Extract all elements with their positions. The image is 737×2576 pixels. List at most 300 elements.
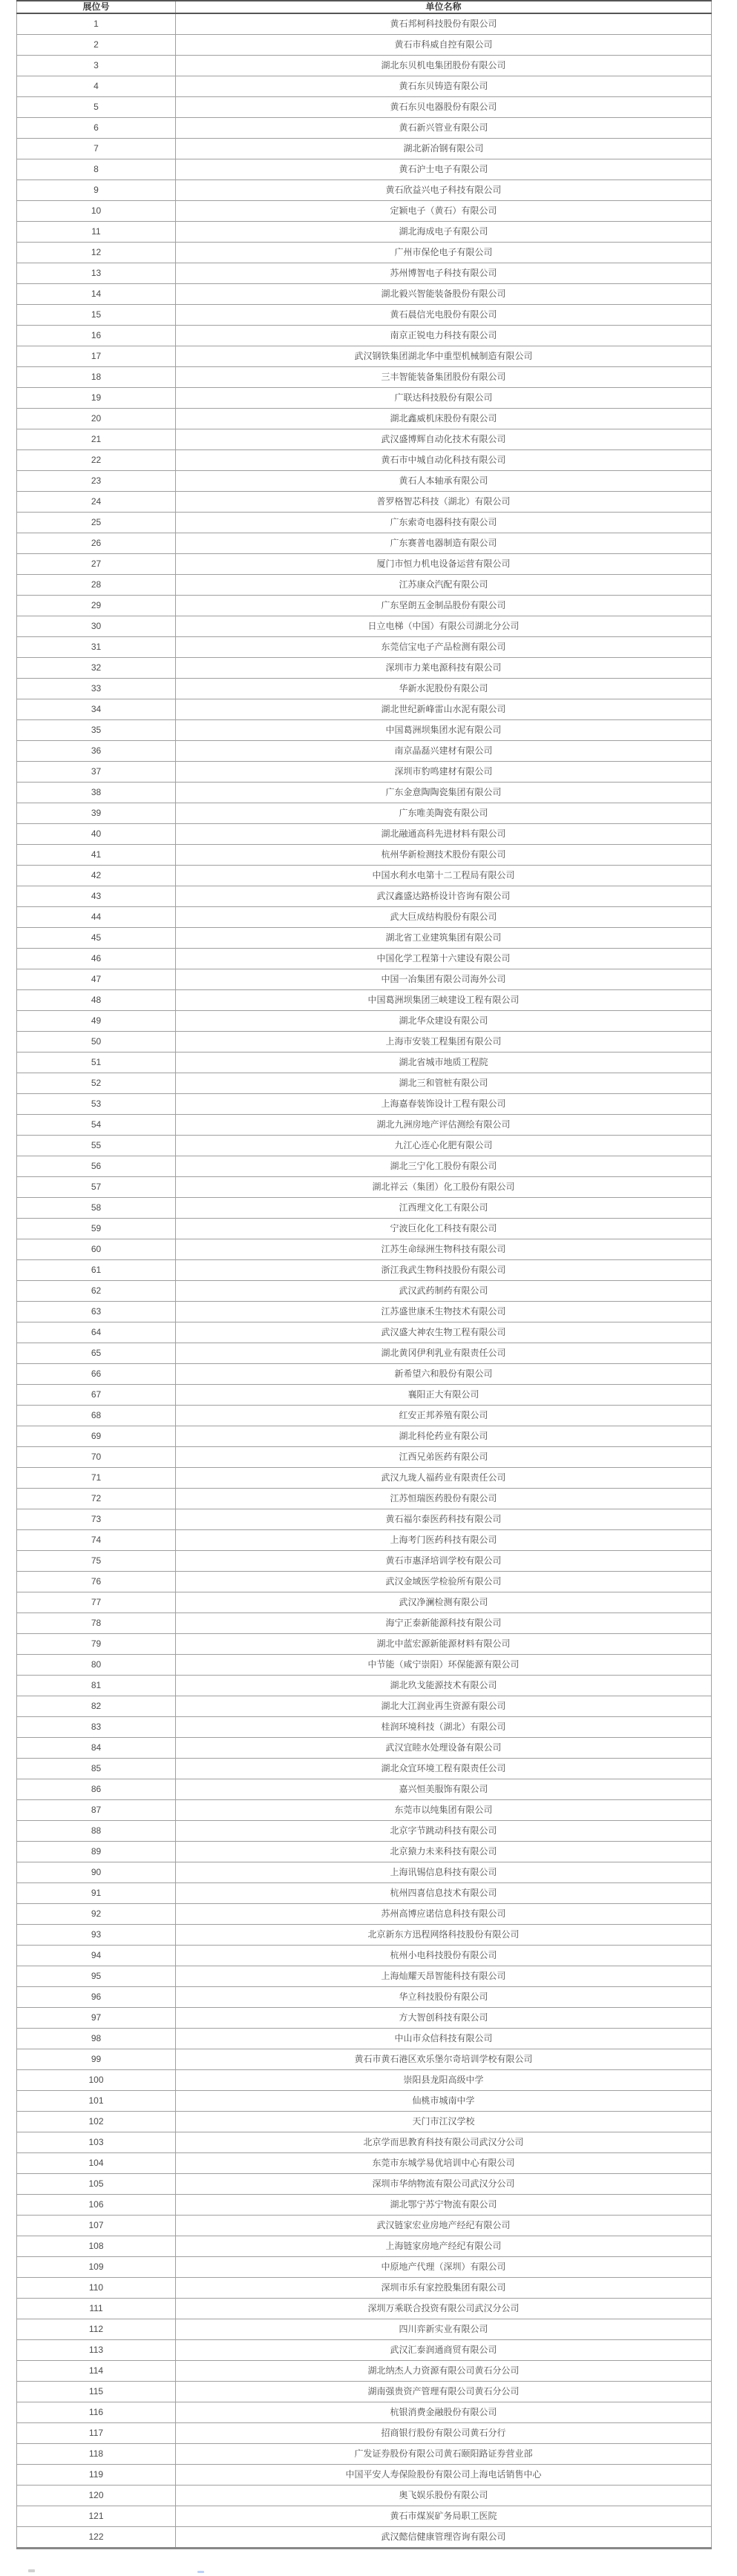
unit-name-cell: 方大智创科技有限公司 <box>176 2008 712 2029</box>
table-row <box>17 1094 712 1115</box>
unit-name-cell: 定颖电子（黄石）有限公司 <box>176 201 712 222</box>
booth-number-cell: 54 <box>17 1115 176 1136</box>
booth-number-cell: 30 <box>17 616 176 637</box>
booth-number-cell: 72 <box>17 1489 176 1509</box>
unit-name-cell: 湖北大江润业再生资源有限公司 <box>176 1696 712 1717</box>
unit-name-cell: 上海讯锡信息科技有限公司 <box>176 1862 712 1883</box>
unit-name-cell: 深圳市华纳物流有限公司武汉分公司 <box>176 2174 712 2195</box>
table-row <box>17 222 712 243</box>
booth-number-cell: 75 <box>17 1551 176 1572</box>
booth-number-cell: 108 <box>17 2236 176 2257</box>
unit-name-cell: 湖北鄂宁苏宁物流有限公司 <box>176 2195 712 2216</box>
table-row <box>17 949 712 969</box>
table-row <box>17 2465 712 2486</box>
booth-number-cell: 112 <box>17 2319 176 2340</box>
table-row <box>17 1198 712 1219</box>
unit-name-cell: 上海嘉春装饰设计工程有限公司 <box>176 1094 712 1115</box>
unit-name-cell: 杭州小电科技股份有限公司 <box>176 1946 712 1966</box>
unit-name-cell: 南京正锐电力科技有限公司 <box>176 326 712 346</box>
booth-number-cell: 43 <box>17 886 176 907</box>
booth-number-cell: 90 <box>17 1862 176 1883</box>
unit-name-cell: 上海灿耀天昂智能科技有限公司 <box>176 1966 712 1987</box>
unit-name-cell: 武汉钢铁集团湖北华中重型机械制造有限公司 <box>176 346 712 367</box>
booth-number-cell: 42 <box>17 866 176 886</box>
table-row <box>17 388 712 409</box>
booth-number-cell: 49 <box>17 1011 176 1032</box>
table-row <box>17 1759 712 1779</box>
booth-number-cell: 122 <box>17 2527 176 2549</box>
table-row <box>17 1842 712 1862</box>
booth-number-cell: 97 <box>17 2008 176 2029</box>
table-row <box>17 1489 712 1509</box>
table-row <box>17 1447 712 1468</box>
table-row <box>17 928 712 949</box>
booth-number-cell: 5 <box>17 97 176 118</box>
booth-number-cell: 19 <box>17 388 176 409</box>
booth-number-cell: 61 <box>17 1260 176 1281</box>
unit-name-cell: 湖北华众建设有限公司 <box>176 1011 712 1032</box>
table-row <box>17 845 712 866</box>
unit-name-cell: 黄石东贝铸造有限公司 <box>176 76 712 97</box>
unit-name-cell: 仙桃市城南中学 <box>176 2091 712 2112</box>
table-row <box>17 1987 712 2008</box>
unit-name-cell: 新希望六和股份有限公司 <box>176 1364 712 1385</box>
unit-name-cell: 深圳市豹鸣建材有限公司 <box>176 762 712 783</box>
unit-name-cell: 黄石晨信光电股份有限公司 <box>176 305 712 326</box>
unit-name-cell: 武汉九珑人福药业有限责任公司 <box>176 1468 712 1489</box>
table-row <box>17 1509 712 1530</box>
booth-number-cell: 101 <box>17 2091 176 2112</box>
unit-name-cell: 湖北省城市地质工程院 <box>176 1053 712 1073</box>
unit-name-cell: 江西理文化工有限公司 <box>176 1198 712 1219</box>
booth-number-cell: 41 <box>17 845 176 866</box>
unit-name-cell: 东莞市东城学易优培训中心有限公司 <box>176 2153 712 2174</box>
table-row <box>17 2216 712 2236</box>
table-row <box>17 554 712 575</box>
booth-number-cell: 63 <box>17 1302 176 1322</box>
table-row <box>17 824 712 845</box>
table-row <box>17 326 712 346</box>
unit-name-cell: 广东坚朗五金制品股份有限公司 <box>176 596 712 616</box>
booth-number-cell: 50 <box>17 1032 176 1053</box>
unit-name-cell: 中原地产代理（深圳）有限公司 <box>176 2257 712 2278</box>
unit-name-cell: 北京新东方迅程网络科技股份有限公司 <box>176 1925 712 1946</box>
unit-name-cell: 湖北三宁化工股份有限公司 <box>176 1156 712 1177</box>
unit-name-cell: 湖北科伦药业有限公司 <box>176 1426 712 1447</box>
booth-number-cell: 98 <box>17 2029 176 2049</box>
booth-number-cell: 119 <box>17 2465 176 2486</box>
booth-number-cell: 24 <box>17 492 176 513</box>
unit-name-cell: 北京字节跳动科技有限公司 <box>176 1821 712 1842</box>
table-row <box>17 990 712 1011</box>
unit-name-cell: 黄石欣益兴电子科技有限公司 <box>176 180 712 201</box>
table-row <box>17 1177 712 1198</box>
booth-number-cell: 65 <box>17 1343 176 1364</box>
booth-number-cell: 28 <box>17 575 176 596</box>
unit-name-cell: 湖北海成电子有限公司 <box>176 222 712 243</box>
unit-name-cell: 武汉净澜检测有限公司 <box>176 1592 712 1613</box>
unit-name-cell: 黄石新兴管业有限公司 <box>176 118 712 139</box>
table-row <box>17 201 712 222</box>
table-row <box>17 699 712 720</box>
booth-number-cell: 80 <box>17 1655 176 1676</box>
booth-number-cell: 89 <box>17 1842 176 1862</box>
booth-number-cell: 60 <box>17 1239 176 1260</box>
booth-number-cell: 70 <box>17 1447 176 1468</box>
booth-number-cell: 45 <box>17 928 176 949</box>
booth-number-cell: 82 <box>17 1696 176 1717</box>
booth-number-cell: 21 <box>17 429 176 450</box>
table-row <box>17 1239 712 1260</box>
unit-name-cell: 上海链家房地产经纪有限公司 <box>176 2236 712 2257</box>
table-row <box>17 2299 712 2319</box>
table-row <box>17 2112 712 2132</box>
table-row <box>17 783 712 803</box>
table-row <box>17 409 712 429</box>
booth-number-cell: 106 <box>17 2195 176 2216</box>
unit-name-cell: 北京学而思教育科技有限公司武汉分公司 <box>176 2132 712 2153</box>
unit-name-cell: 海宁正泰新能源科技有限公司 <box>176 1613 712 1634</box>
booth-number-cell: 62 <box>17 1281 176 1302</box>
unit-name-cell: 广东金意陶陶瓷集团有限公司 <box>176 783 712 803</box>
unit-name-cell: 杭银消费金融股份有限公司 <box>176 2402 712 2423</box>
booth-number-cell: 44 <box>17 907 176 928</box>
table-row <box>17 2319 712 2340</box>
booth-number-cell: 51 <box>17 1053 176 1073</box>
unit-name-cell: 黄石市中城自动化科技有限公司 <box>176 450 712 471</box>
unit-name-cell: 中山市众信科技有限公司 <box>176 2029 712 2049</box>
booth-number-cell: 27 <box>17 554 176 575</box>
unit-name-cell: 中国化学工程第十六建设有限公司 <box>176 949 712 969</box>
booth-number-cell: 113 <box>17 2340 176 2361</box>
unit-name-cell: 武汉懿信健康管理咨询有限公司 <box>176 2527 712 2549</box>
unit-name-cell: 江苏盛世康禾生物技术有限公司 <box>176 1302 712 1322</box>
booth-number-cell: 15 <box>17 305 176 326</box>
unit-name-cell: 湖北三和管桩有限公司 <box>176 1073 712 1094</box>
unit-name-cell: 湖北鑫威机床股份有限公司 <box>176 409 712 429</box>
unit-name-cell: 中节能（咸宁崇阳）环保能源有限公司 <box>176 1655 712 1676</box>
unit-name-cell: 湖北东贝机电集团股份有限公司 <box>176 56 712 76</box>
column-header-unit-name: 单位名称 <box>176 1 712 13</box>
booth-number-cell: 53 <box>17 1094 176 1115</box>
booth-number-cell: 76 <box>17 1572 176 1592</box>
unit-name-cell: 日立电梯（中国）有限公司湖北分公司 <box>176 616 712 637</box>
table-row <box>17 969 712 990</box>
table-row <box>17 2340 712 2361</box>
unit-name-cell: 黄石人本轴承有限公司 <box>176 471 712 492</box>
booth-number-cell: 33 <box>17 679 176 699</box>
booth-number-cell: 73 <box>17 1509 176 1530</box>
unit-name-cell: 黄石市惠泽培训学校有限公司 <box>176 1551 712 1572</box>
unit-name-cell: 红安正邦养殖有限公司 <box>176 1406 712 1426</box>
table-row <box>17 1364 712 1385</box>
table-row <box>17 1779 712 1800</box>
page-bottom-artifact-left <box>28 2569 35 2572</box>
table-row <box>17 1634 712 1655</box>
unit-name-cell: 武汉宜睦水处理设备有限公司 <box>176 1738 712 1759</box>
booth-number-cell: 69 <box>17 1426 176 1447</box>
booth-number-cell: 29 <box>17 596 176 616</box>
table-row <box>17 2486 712 2506</box>
table-row <box>17 429 712 450</box>
booth-number-cell: 68 <box>17 1406 176 1426</box>
unit-name-cell: 招商银行股份有限公司黄石分行 <box>176 2423 712 2444</box>
column-header-booth-number: 展位号 <box>17 1 176 13</box>
unit-name-cell: 宁波巨化化工科技有限公司 <box>176 1219 712 1239</box>
unit-name-cell: 江西兄弟医药有限公司 <box>176 1447 712 1468</box>
table-row <box>17 1676 712 1696</box>
booth-number-cell: 94 <box>17 1946 176 1966</box>
unit-name-cell: 苏州高博应诺信息科技有限公司 <box>176 1904 712 1925</box>
table-row <box>17 1966 712 1987</box>
booth-number-cell: 16 <box>17 326 176 346</box>
booth-number-cell: 6 <box>17 118 176 139</box>
table-row <box>17 263 712 284</box>
booth-number-cell: 57 <box>17 1177 176 1198</box>
table-row <box>17 76 712 97</box>
table-row <box>17 1032 712 1053</box>
unit-name-cell: 湖北新冶钢有限公司 <box>176 139 712 159</box>
table-row <box>17 1738 712 1759</box>
booth-number-cell: 66 <box>17 1364 176 1385</box>
table-row <box>17 907 712 928</box>
table-row <box>17 1260 712 1281</box>
table-row <box>17 1468 712 1489</box>
table-row <box>17 1219 712 1239</box>
unit-name-cell: 武汉链家宏业房地产经纪有限公司 <box>176 2216 712 2236</box>
unit-name-cell: 浙江我武生物科技股份有限公司 <box>176 1260 712 1281</box>
unit-name-cell: 武汉鑫盛达路桥设计咨询有限公司 <box>176 886 712 907</box>
table-row <box>17 2402 712 2423</box>
table-row <box>17 1426 712 1447</box>
table-row <box>17 1800 712 1821</box>
unit-name-cell: 华新水泥股份有限公司 <box>176 679 712 699</box>
unit-name-cell: 杭州四喜信息技术有限公司 <box>176 1883 712 1904</box>
table-row <box>17 346 712 367</box>
table-row <box>17 803 712 824</box>
table-row <box>17 1302 712 1322</box>
booth-number-cell: 3 <box>17 56 176 76</box>
unit-name-cell: 湖北融通高科先进材料有限公司 <box>176 824 712 845</box>
unit-name-cell: 湖北毅兴智能装备股份有限公司 <box>176 284 712 305</box>
exhibitor-booth-table <box>16 0 712 2549</box>
booth-number-cell: 17 <box>17 346 176 367</box>
table-row <box>17 2444 712 2465</box>
booth-number-cell: 38 <box>17 783 176 803</box>
booth-number-cell: 23 <box>17 471 176 492</box>
unit-name-cell: 广东索奇电器科技有限公司 <box>176 513 712 533</box>
booth-number-cell: 114 <box>17 2361 176 2382</box>
table-row <box>17 1613 712 1634</box>
unit-name-cell: 黄石沪士电子有限公司 <box>176 159 712 180</box>
unit-name-cell: 中国葛洲坝集团水泥有限公司 <box>176 720 712 741</box>
unit-name-cell: 中国一冶集团有限公司海外公司 <box>176 969 712 990</box>
unit-name-cell: 江苏康众汽配有限公司 <box>176 575 712 596</box>
table-row <box>17 658 712 679</box>
table-row <box>17 305 712 326</box>
booth-number-cell: 25 <box>17 513 176 533</box>
booth-number-cell: 64 <box>17 1322 176 1343</box>
table-row <box>17 13 712 35</box>
table-row <box>17 56 712 76</box>
table-row <box>17 886 712 907</box>
booth-number-cell: 100 <box>17 2070 176 2091</box>
table-row <box>17 2506 712 2527</box>
unit-name-cell: 湖南强贵资产管理有限公司黄石分公司 <box>176 2382 712 2402</box>
table-row <box>17 575 712 596</box>
table-row <box>17 1053 712 1073</box>
table-row <box>17 1551 712 1572</box>
table-row <box>17 2174 712 2195</box>
table-row <box>17 243 712 263</box>
table-row <box>17 2361 712 2382</box>
unit-name-cell: 武汉武药制药有限公司 <box>176 1281 712 1302</box>
booth-number-cell: 115 <box>17 2382 176 2402</box>
unit-name-cell: 武大巨成结构股份有限公司 <box>176 907 712 928</box>
unit-name-cell: 湖北九洲房地产评估测绘有限公司 <box>176 1115 712 1136</box>
unit-name-cell: 湖北纳杰人力资源有限公司黄石分公司 <box>176 2361 712 2382</box>
booth-number-cell: 48 <box>17 990 176 1011</box>
booth-number-cell: 39 <box>17 803 176 824</box>
booth-number-cell: 95 <box>17 1966 176 1987</box>
booth-number-cell: 120 <box>17 2486 176 2506</box>
booth-number-cell: 36 <box>17 741 176 762</box>
unit-name-cell: 黄石邦柯科技股份有限公司 <box>176 13 712 35</box>
booth-number-cell: 86 <box>17 1779 176 1800</box>
header-row <box>17 1 712 13</box>
unit-name-cell: 普罗格智芯科技（湖北）有限公司 <box>176 492 712 513</box>
table-row <box>17 1385 712 1406</box>
unit-name-cell: 中国平安人寿保险股份有限公司上海电话销售中心 <box>176 2465 712 2486</box>
booth-number-cell: 56 <box>17 1156 176 1177</box>
booth-number-cell: 52 <box>17 1073 176 1094</box>
booth-number-cell: 104 <box>17 2153 176 2174</box>
booth-number-cell: 81 <box>17 1676 176 1696</box>
table-row <box>17 1322 712 1343</box>
booth-number-cell: 32 <box>17 658 176 679</box>
booth-number-cell: 105 <box>17 2174 176 2195</box>
unit-name-cell: 苏州博智电子科技有限公司 <box>176 263 712 284</box>
table-row <box>17 2236 712 2257</box>
table-row <box>17 1011 712 1032</box>
table-row <box>17 1572 712 1592</box>
table-row <box>17 1883 712 1904</box>
unit-name-cell: 华立科技股份有限公司 <box>176 1987 712 2008</box>
booth-number-cell: 85 <box>17 1759 176 1779</box>
booth-number-cell: 110 <box>17 2278 176 2299</box>
unit-name-cell: 黄石市煤炭矿务局职工医院 <box>176 2506 712 2527</box>
booth-number-cell: 2 <box>17 35 176 56</box>
table-row <box>17 1592 712 1613</box>
unit-name-cell: 黄石市黄石港区欢乐堡尔奇培训学校有限公司 <box>176 2049 712 2070</box>
table-row <box>17 637 712 658</box>
table-row <box>17 471 712 492</box>
table-row <box>17 720 712 741</box>
booth-number-cell: 34 <box>17 699 176 720</box>
booth-number-cell: 111 <box>17 2299 176 2319</box>
unit-name-cell: 广东唯美陶瓷有限公司 <box>176 803 712 824</box>
table-row <box>17 1862 712 1883</box>
booth-number-cell: 40 <box>17 824 176 845</box>
unit-name-cell: 湖北省工业建筑集团有限公司 <box>176 928 712 949</box>
table-row <box>17 2091 712 2112</box>
table-row <box>17 2153 712 2174</box>
table-row <box>17 1946 712 1966</box>
table-row <box>17 139 712 159</box>
table-row <box>17 2070 712 2091</box>
table-row <box>17 762 712 783</box>
table-row <box>17 2257 712 2278</box>
unit-name-cell: 上海考门医药科技有限公司 <box>176 1530 712 1551</box>
table-row <box>17 1530 712 1551</box>
booth-number-cell: 35 <box>17 720 176 741</box>
unit-name-cell: 湖北世纪新峰雷山水泥有限公司 <box>176 699 712 720</box>
booth-number-cell: 99 <box>17 2049 176 2070</box>
table-row <box>17 1073 712 1094</box>
unit-name-cell: 南京晶磊兴建材有限公司 <box>176 741 712 762</box>
table-row <box>17 284 712 305</box>
booth-number-cell: 13 <box>17 263 176 284</box>
table-row <box>17 1696 712 1717</box>
table-row <box>17 1136 712 1156</box>
booth-number-cell: 1 <box>17 13 176 35</box>
booth-number-cell: 11 <box>17 222 176 243</box>
table-row <box>17 118 712 139</box>
booth-number-cell: 107 <box>17 2216 176 2236</box>
unit-name-cell: 武汉汇泰润通商贸有限公司 <box>176 2340 712 2361</box>
unit-name-cell: 上海市安装工程集团有限公司 <box>176 1032 712 1053</box>
unit-name-cell: 湖北祥云（集团）化工股份有限公司 <box>176 1177 712 1198</box>
unit-name-cell: 广州市保伦电子有限公司 <box>176 243 712 263</box>
table-row <box>17 616 712 637</box>
unit-name-cell: 东莞市以纯集团有限公司 <box>176 1800 712 1821</box>
table-row <box>17 2049 712 2070</box>
unit-name-cell: 武汉盛大神农生物工程有限公司 <box>176 1322 712 1343</box>
unit-name-cell: 湖北玖戈能源技术有限公司 <box>176 1676 712 1696</box>
unit-name-cell: 黄石东贝电器股份有限公司 <box>176 97 712 118</box>
booth-number-cell: 91 <box>17 1883 176 1904</box>
unit-name-cell: 嘉兴恒美服饰有限公司 <box>176 1779 712 1800</box>
table-row <box>17 2195 712 2216</box>
table-body <box>17 13 712 2549</box>
booth-number-cell: 22 <box>17 450 176 471</box>
booth-number-cell: 14 <box>17 284 176 305</box>
table-row <box>17 1406 712 1426</box>
booth-number-cell: 117 <box>17 2423 176 2444</box>
unit-name-cell: 广发证券股份有限公司黄石颐阳路证券营业部 <box>176 2444 712 2465</box>
table-row <box>17 596 712 616</box>
page-bottom-artifact-right <box>197 2571 204 2573</box>
table-row <box>17 513 712 533</box>
booth-number-cell: 7 <box>17 139 176 159</box>
booth-number-cell: 121 <box>17 2506 176 2527</box>
booth-number-cell: 18 <box>17 367 176 388</box>
unit-name-cell: 湖北中蓝宏源新能源材料有限公司 <box>176 1634 712 1655</box>
booth-number-cell: 12 <box>17 243 176 263</box>
booth-number-cell: 77 <box>17 1592 176 1613</box>
table-row <box>17 1156 712 1177</box>
booth-number-cell: 20 <box>17 409 176 429</box>
table-row <box>17 367 712 388</box>
unit-name-cell: 崇阳县龙阳高级中学 <box>176 2070 712 2091</box>
unit-name-cell: 北京猿力未来科技有限公司 <box>176 1842 712 1862</box>
unit-name-cell: 武汉盛博辉自动化技术有限公司 <box>176 429 712 450</box>
unit-name-cell: 湖北黄冈伊利乳业有限责任公司 <box>176 1343 712 1364</box>
booth-number-cell: 102 <box>17 2112 176 2132</box>
table-row <box>17 2278 712 2299</box>
booth-number-cell: 79 <box>17 1634 176 1655</box>
booth-number-cell: 4 <box>17 76 176 97</box>
